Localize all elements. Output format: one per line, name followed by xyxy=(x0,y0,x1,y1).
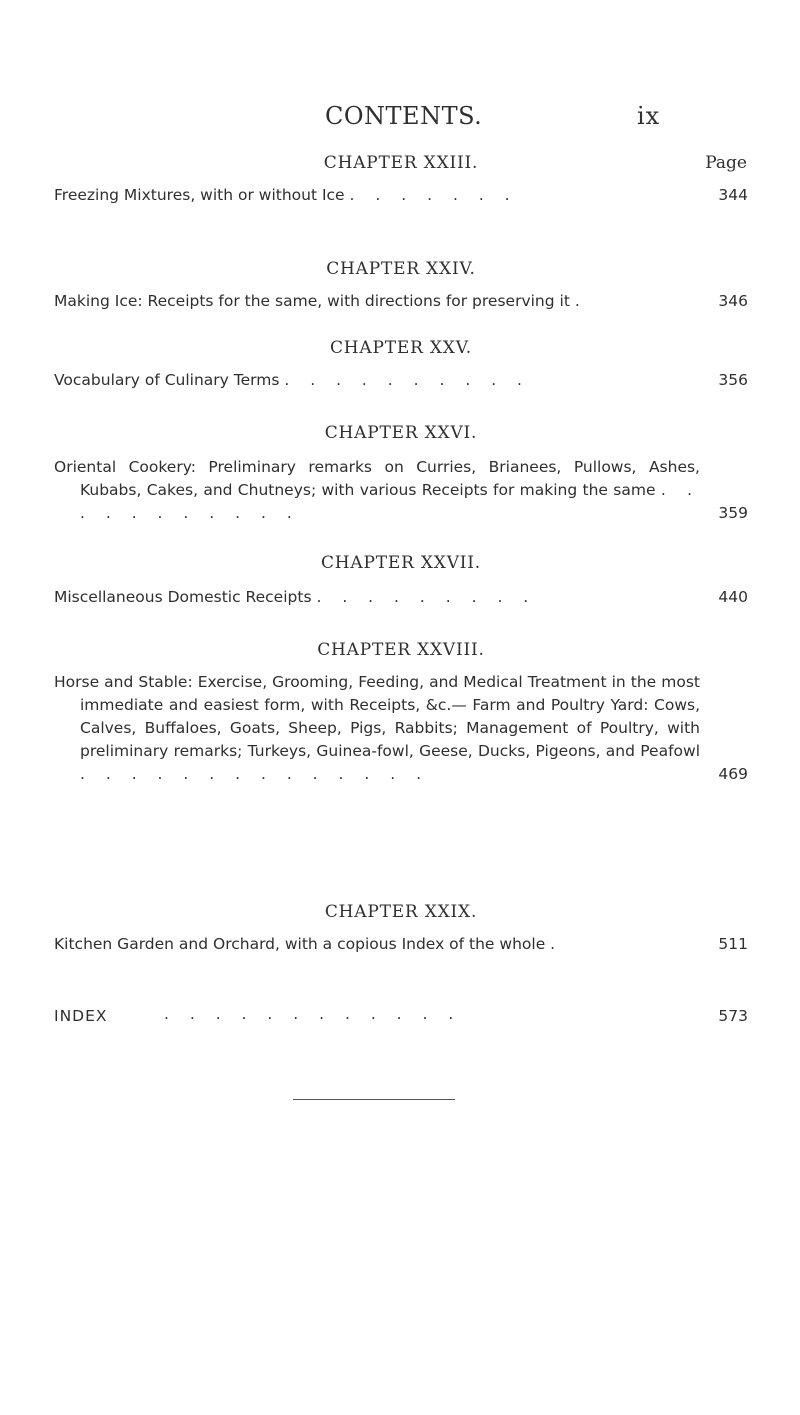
chapter-entry xyxy=(54,256,748,313)
toc-line xyxy=(54,586,748,609)
chapter-entry xyxy=(54,550,748,609)
entry-page-number: 359 xyxy=(718,504,748,522)
dot-leaders: . . . . . . . . . . . . . . xyxy=(80,765,430,783)
chapter-entry xyxy=(54,335,748,392)
index-page-number: 573 xyxy=(718,1007,748,1025)
chapter-entry xyxy=(54,637,748,786)
index-label: INDEX xyxy=(54,1007,108,1025)
chapter-entry xyxy=(54,420,748,525)
entry-page-number: 469 xyxy=(718,765,748,783)
dot-leaders: . xyxy=(550,935,556,953)
chapter-heading: CHAPTER XXVIII. xyxy=(317,640,485,660)
chapter-heading: CHAPTER XXVI. xyxy=(324,423,478,443)
page-number: ix xyxy=(637,102,661,130)
divider-rule xyxy=(293,1099,455,1100)
toc-line xyxy=(54,933,748,956)
chapter-heading: CHAPTER XXV. xyxy=(329,338,472,358)
chapter-heading: CHAPTER XXIX. xyxy=(324,902,478,922)
entry-title: Vocabulary of Culinary Terms xyxy=(54,371,280,389)
entry-page-number: 344 xyxy=(718,186,748,204)
entry-page-number: 440 xyxy=(718,588,748,606)
toc-line xyxy=(54,369,748,392)
page-title: CONTENTS. xyxy=(325,102,483,130)
entry-page-number: 346 xyxy=(718,292,748,310)
chapter-entry xyxy=(54,899,748,956)
chapter-heading: CHAPTER XXVII. xyxy=(320,553,482,573)
dot-leaders: . . . . . . . . . . xyxy=(284,371,530,389)
entry-title: Kitchen Garden and Orchard, with a copious Index of the whole xyxy=(54,935,546,953)
entry-title: Making Ice: Receipts for the same, with directions for preserving it xyxy=(54,292,570,310)
toc-line xyxy=(54,290,748,313)
running-head xyxy=(0,96,800,136)
entry-title: Horse and Stable: Exercise, Grooming, Feeding, and Medical Treatment in the most immediate and easiest form, with Receipts, &c.— Farm and Poultry Yard: Cows, Calves, Buffaloes, Goats, Sheep, Pigs, Rabbits; Management of Poultry, with preliminary remarks; Turkeys, Guinea-fowl, Geese, Ducks, Pigeons, and Peafowl xyxy=(54,673,700,760)
chapter-heading: CHAPTER XXIV. xyxy=(326,259,476,279)
dot-leaders: . . . . . . . xyxy=(349,186,518,204)
index-entry xyxy=(54,1007,748,1031)
chapter-heading: CHAPTER XXIII. Page xyxy=(54,150,748,176)
entry-title: Oriental Cookery: Preliminary remarks on Curries, Brianees, Pullows, Ashes, Kubabs, Cakes, and Chutneys; with various Receipts for making the same xyxy=(54,458,700,499)
dot-leaders: . . . . . . . . . . . xyxy=(80,481,701,522)
entry-page-number: 356 xyxy=(718,371,748,389)
dot-leaders: . . . . . . . . . . . . xyxy=(164,1005,462,1023)
entry-title: Miscellaneous Domestic Receipts xyxy=(54,588,312,606)
dot-leaders: . . . . . . . . . xyxy=(316,588,537,606)
dot-leaders: . xyxy=(574,292,580,310)
toc-line xyxy=(54,671,748,786)
chapter-entry xyxy=(54,150,748,207)
toc-line xyxy=(54,184,748,207)
entry-page-number: 511 xyxy=(718,935,748,953)
entry-title: Freezing Mixtures, with or without Ice xyxy=(54,186,345,204)
toc-line xyxy=(54,456,748,525)
page-column-label: Page xyxy=(705,153,747,173)
